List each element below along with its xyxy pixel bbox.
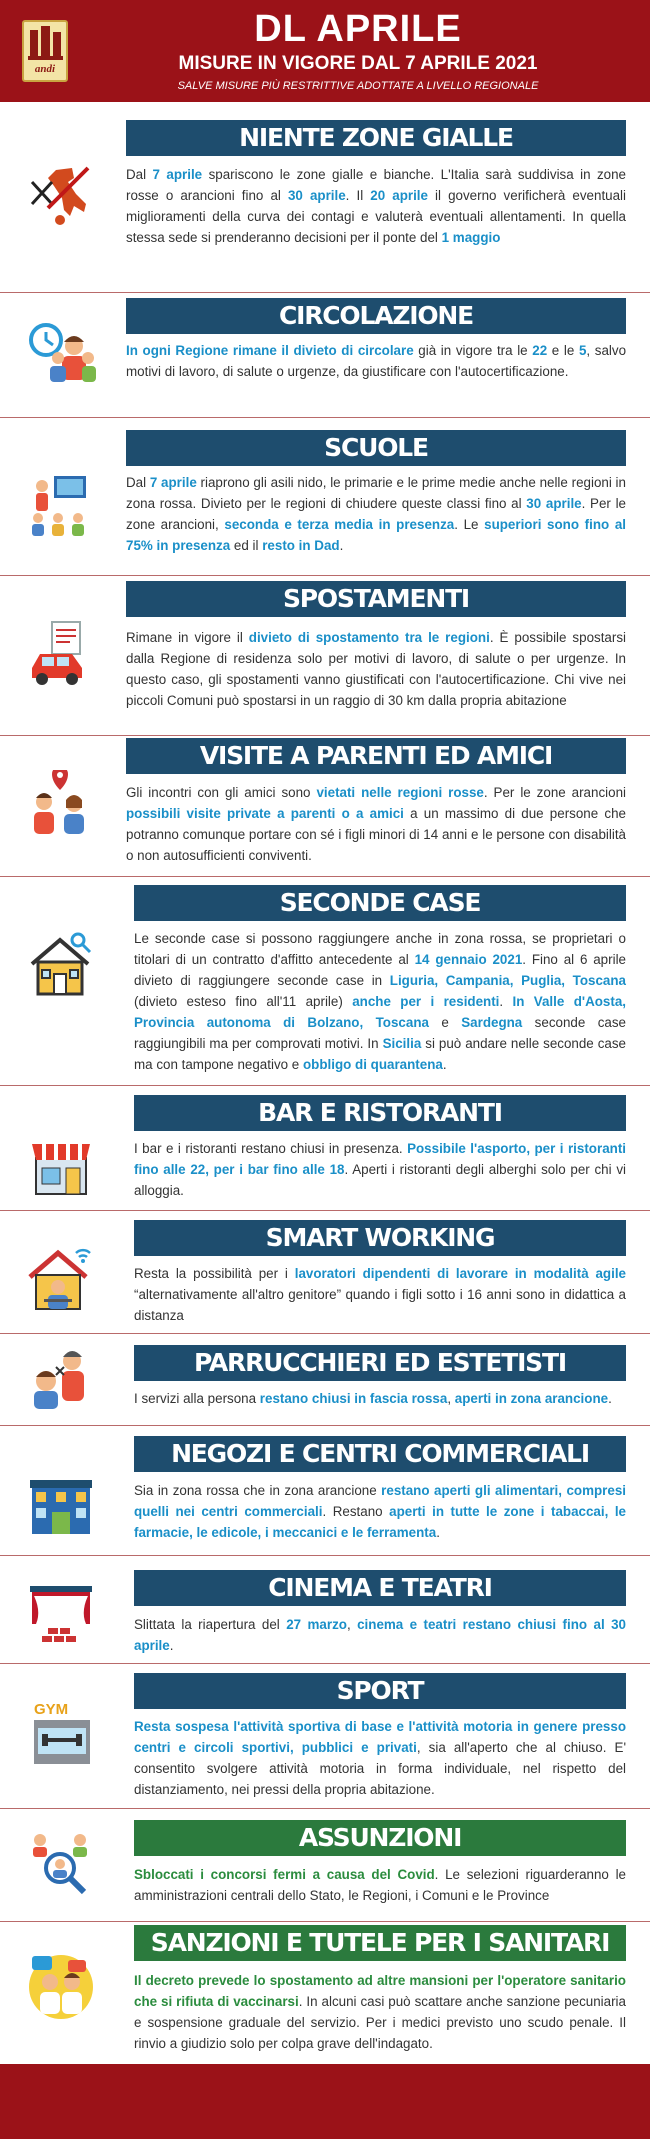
gym-icon [26,1700,96,1770]
section-text-parrucchieri-ed-estetisti [134,1388,626,1409]
body-text: . Aperti i ristoranti degli alberghi solo per chi vi alloggia. [134,1162,626,1198]
section-divider [0,292,650,293]
highlight-text: Il decreto prevede lo spostamento ad altre mansioni per l'operatore sanitario che si rifiuta di vaccinarsi [134,1973,626,2009]
section-title-spostamenti: SPOSTAMENTI [126,581,626,617]
section-text-visite-a-parenti-ed-amici [126,782,626,866]
body-text: , sia all'aperto che al chiuso. E' consentito svolgere attività motoria in forma individuale, nel rispetto del distanziamento, nei pressi della propria abitazione. [134,1740,626,1797]
page-subtitle: MISURE IN VIGORE DAL 7 APRILE 2021 [178,53,538,74]
body-text: . Le [454,517,485,532]
body-text: , [346,1617,358,1632]
highlight-text: 27 marzo [286,1617,347,1632]
body-text: Dal [126,167,153,182]
hairdresser-icon [26,1345,96,1415]
section-divider [0,1808,650,1809]
section-text-niente-zone-gialle [126,164,626,248]
section-divider [0,1425,650,1426]
body-text: I bar e i ristoranti restano chiusi in presenza. [134,1141,408,1156]
highlight-text: superiori sono fino al 75% in presenza [126,517,627,553]
highlight-text: 20 aprile [370,188,428,203]
andi-logo [22,20,68,82]
highlight-text: Sardegna [461,1015,523,1030]
highlight-text: 30 aprile [526,496,582,511]
body-text: . [608,1391,612,1406]
highlight-text: aperti in tutte le zone i tabaccai, le farmacie, le edicole, i meccanici e le ferramenta [134,1504,626,1540]
section-divider [0,876,650,877]
highlight-text: 7 aprile [149,475,197,490]
section-divider [0,735,650,736]
body-text: . Le selezioni riguarderanno le amministrazioni centrali dello Stato, le Regioni, i Comuni e le Province [134,1867,626,1903]
car-document-icon [26,618,96,688]
section-title-cinema-e-teatri: CINEMA E TEATRI [134,1570,626,1606]
body-text: . In alcuni casi può scattare anche sanzione pecuniaria e sospensione graduale del servizio. Per i medici previsto uno scudo penale. Il rinvio a giudizio solo per colpa grave dell'indagato. [134,1994,626,2051]
section-title-assunzioni: ASSUNZIONI [134,1820,626,1856]
section-title-seconde-case: SECONDE CASE [134,885,626,921]
section-text-bar-e-ristoranti [134,1138,626,1201]
mall-icon [26,1470,96,1540]
body-text: , [447,1391,455,1406]
body-text: . [339,538,344,553]
section-divider [0,1663,650,1664]
body-text: a un massimo di due persone che potranno comunque portare con sé i figli minori di 14 anni e le persone con disabilità o non autosufficienti conviventi. [126,806,626,863]
section-text-assunzioni [134,1864,626,1906]
recruitment-icon [26,1830,96,1900]
body-text: spariscono le zone gialle e bianche. L'Italia sarà suddivisa in zone rosse o arancioni fino al [126,167,626,203]
page-title: DL APRILE [254,8,462,50]
body-text: Le seconde case si possono raggiungere anche in zona rossa, se proprietari o titolari di un contratto d'affitto antecedente al [134,931,626,967]
body-text: seconde case raggiungibili ma per comprovati motivi. In [134,1015,627,1051]
body-text: . È possibile spostarsi dalla Regione di residenza solo per motivi di lavoro, di salute o per urgenze. In questo caso, gli spostamenti vanno giustificati con l'autocertificazione. Chi vive nei piccoli Comuni può spostarsi in un raggio di 30 km dalla propria abitazione [126,630,627,708]
highlight-text: vietati nelle regioni rosse [316,785,484,800]
section-divider [0,1333,650,1334]
highlight-text: 5 [578,343,587,358]
body-text: . Fino al 6 aprile divieto di raggiungere seconde case in [134,952,626,988]
body-text: Rimane in vigore il [126,630,249,645]
highlight-text: Sicilia [382,1036,422,1051]
highlight-text: lavoratori dipendenti di lavorare in modalità agile [294,1266,626,1281]
body-text: . Per le zone arancioni [483,785,626,800]
home-worker-icon [26,1245,96,1315]
theater-icon [26,1580,96,1650]
highlight-text: Sbloccati i concorsi fermi a causa del Covid [134,1867,435,1882]
highlight-text: 1 maggio [441,230,501,245]
body-text: Gli incontri con gli amici sono [126,785,317,800]
section-title-negozi-e-centri-commerciali: NEGOZI E CENTRI COMMERCIALI [134,1436,626,1472]
section-text-sport [134,1716,626,1800]
highlight-text: aperti in zona arancione [454,1391,609,1406]
highlight-text: 30 aprile [287,188,346,203]
section-divider [0,1921,650,1922]
highlight-text: resto in Dad [262,538,340,553]
highlight-text: possibili visite private a parenti o a amici [126,806,404,821]
section-text-cinema-e-teatri [134,1614,626,1656]
section-title-circolazione: CIRCOLAZIONE [126,298,626,334]
section-text-seconde-case [134,928,626,1075]
section-text-smart-working [134,1263,626,1326]
section-title-scuole: SCUOLE [126,430,626,466]
italy-map-icon [26,160,96,230]
highlight-text: In ogni Regione rimane il divieto di circolare [126,343,414,358]
body-text: . Restano [322,1504,390,1519]
section-divider [0,417,650,418]
section-title-bar-e-ristoranti: BAR E RISTORANTI [134,1095,626,1131]
body-text: . Il [345,188,371,203]
section-divider [0,1210,650,1211]
house-key-icon [26,930,96,1000]
body-text: . [169,1638,174,1653]
body-text: Dal [126,475,150,490]
highlight-text: obbligo di quarantena [302,1057,443,1072]
body-text: , salvo motivi di lavoro, di salute o urgenze, da giustificare con l'autocertificazione. [126,343,627,379]
family-location-icon [26,770,96,840]
highlight-text: 14 gennaio 2021 [414,952,523,967]
body-text: . Per le zone arancioni, [126,496,627,532]
header [0,0,650,102]
page-note: SALVE MISURE PIÙ RESTRITTIVE ADOTTATE A LIVELLO REGIONALE [177,80,539,92]
body-text: Sia in zona rossa che in zona arancione [134,1483,382,1498]
body-text: ed il [230,538,263,553]
body-text: . [499,994,513,1009]
highlight-text: In Valle d'Aosta, Provincia autonoma di Bolzano, Toscana [134,994,626,1030]
highlight-text: divieto di spostamento tra le regioni [248,630,490,645]
highlight-text: seconda e terza media in presenza [224,517,455,532]
body-text: e le [547,343,579,358]
classroom-icon [26,472,96,542]
clock-people-icon [26,318,96,388]
body-text: già in vigore tra le [413,343,533,358]
body-text: “alternativamente all'altro genitore” quando i figli sotto i 16 anni sono in didattica a distanza [134,1287,626,1323]
body-text: . [436,1525,440,1540]
highlight-text: 22 [532,343,548,358]
body-text: . [442,1057,447,1072]
highlight-text: Possibile l'asporto, per i ristoranti fino alle 22, per i bar fino alle 18 [134,1141,626,1177]
footer [0,2064,650,2139]
body-text: il governo verificherà eventuali miglioramenti della curva dei contagi e valuterà eventuali allentamenti. In quella stessa sede si prenderanno decisioni per il ponte del [126,188,627,245]
doctors-icon [26,1950,96,2020]
section-divider [0,1555,650,1556]
highlight-text: restano aperti gli alimentari, compresi quelli nei centri commerciali [134,1483,626,1519]
section-text-scuole [126,472,626,556]
body-text: Resta la possibilità per i [134,1266,295,1281]
section-title-parrucchieri-ed-estetisti: PARRUCCHIERI ED ESTETISTI [134,1345,626,1381]
body-text: I servizi alla persona [134,1391,260,1406]
section-title-sport: SPORT [134,1673,626,1709]
highlight-text: 7 aprile [152,167,203,182]
shop-icon [26,1132,96,1202]
highlight-text: restano chiusi in fascia rossa [259,1391,448,1406]
section-text-sanzioni-e-tutele-per-i-sanitari [134,1970,626,2054]
section-title-sanzioni-e-tutele-per-i-sanitari: SANZIONI E TUTELE PER I SANITARI [134,1925,626,1961]
section-text-negozi-e-centri-commerciali [134,1480,626,1543]
section-divider [0,575,650,576]
body-text: riaprono gli asili nido, le primarie e le prime medie anche nelle regioni in zona rossa. Divieto per le regioni di chiudere queste classi fino al [126,475,626,511]
highlight-text: Resta sospesa l'attività sportiva di base e l'attività motoria in genere presso centri e circoli sportivi, pubblici e privati [134,1719,626,1755]
svg-text:GYM: GYM [34,1701,69,1718]
section-text-circolazione [126,340,626,382]
section-title-niente-zone-gialle: NIENTE ZONE GIALLE [126,120,626,156]
body-text: (divieto esteso fino all'11 aprile) [134,994,353,1009]
highlight-text: Liguria, Campania, Puglia, Toscana [389,973,626,988]
section-title-visite-a-parenti-ed-amici: VISITE A PARENTI ED AMICI [126,738,626,774]
highlight-text: anche per i residenti [352,994,500,1009]
highlight-text: cinema e teatri restano chiusi fino al 30 aprile [134,1617,626,1653]
body-text: Slittata la riapertura del [134,1617,287,1632]
section-text-spostamenti [126,627,626,711]
body-text: si può andare nelle seconde case ma con tampone negativo e [134,1036,627,1072]
section-title-smart-working: SMART WORKING [134,1220,626,1256]
body-text: e [428,1015,462,1030]
logo-text: andi [34,63,56,75]
section-divider [0,1085,650,1086]
